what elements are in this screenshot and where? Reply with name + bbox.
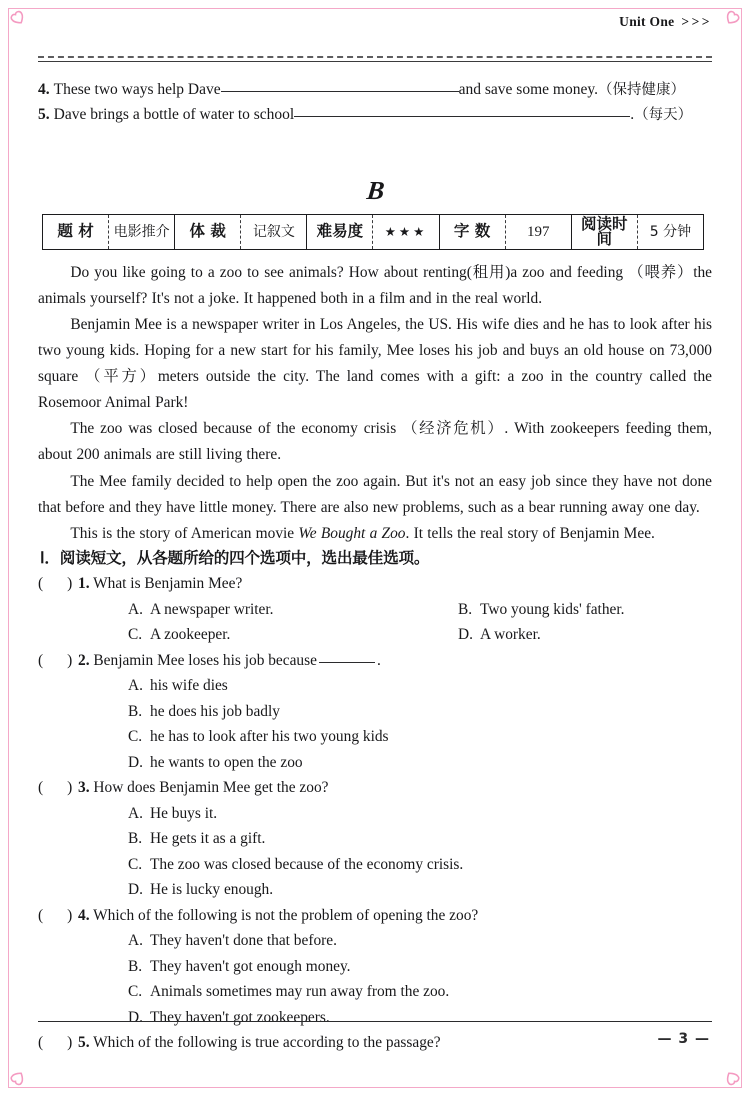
passage-paragraph: The Mee family decided to help open the zoo again. But it's not an easy job since they have not done that before and they have little money. There are also new problems, such as a bear running away one day. xyxy=(38,472,712,516)
item-text-after: and save some money. xyxy=(458,81,598,98)
option-text: he wants to open the zoo xyxy=(150,753,303,771)
option-text: They haven't done that before. xyxy=(150,932,337,949)
question-number: 5. xyxy=(78,1034,90,1051)
table-row xyxy=(43,215,704,250)
question-stem xyxy=(38,1030,712,1056)
option-row xyxy=(38,928,712,954)
info-label-genre-topic: 题 材 xyxy=(57,222,94,241)
passage-info-table xyxy=(42,214,704,250)
option-letter: B. xyxy=(128,957,143,975)
info-value-word-count: 197 xyxy=(505,215,571,250)
answer-blank-input[interactable] xyxy=(221,91,459,92)
answer-bracket-input[interactable]: ( ) xyxy=(38,575,73,592)
header-divider-rule xyxy=(38,56,712,62)
question-block xyxy=(38,571,712,648)
answer-bracket-input[interactable]: ( ) xyxy=(38,779,73,796)
running-head xyxy=(619,14,712,30)
option-text: The zoo was closed because of the economy crisis. xyxy=(150,855,464,873)
option-row xyxy=(38,877,712,903)
option-text: his wife dies xyxy=(150,677,228,694)
question-block xyxy=(38,1030,712,1056)
option-row xyxy=(38,597,712,623)
answer-bracket-input[interactable]: ( ) xyxy=(38,1034,73,1051)
option-a[interactable] xyxy=(128,801,217,827)
heart-ornament-icon xyxy=(721,1067,745,1091)
question-block xyxy=(38,648,712,776)
option-letter: D. xyxy=(458,626,473,643)
info-value-text-type: 记叙文 xyxy=(241,215,307,250)
reading-passage xyxy=(38,260,712,547)
inline-answer-blank[interactable] xyxy=(319,662,375,663)
option-letter: B. xyxy=(128,702,143,720)
option-row xyxy=(38,750,712,776)
passage-paragraph: The zoo was closed because of the economy crisis （经济危机）. With zookeepers feeding them, about 200 animals are still living there. xyxy=(38,420,712,464)
option-text: He buys it. xyxy=(150,804,218,822)
option-letter: D. xyxy=(128,881,143,898)
option-letter: A. xyxy=(128,600,143,618)
option-text: They haven't got enough money. xyxy=(150,957,351,975)
info-label-text-type: 体 裁 xyxy=(175,215,241,250)
option-row xyxy=(38,699,712,725)
option-text: he does his job badly xyxy=(150,702,280,720)
option-list xyxy=(38,928,712,1030)
option-row xyxy=(38,673,712,699)
question-block xyxy=(38,775,712,903)
option-c[interactable] xyxy=(128,979,449,1005)
option-b[interactable] xyxy=(128,954,351,980)
option-letter: B. xyxy=(458,600,473,618)
info-value-genre-topic: 电影推介 xyxy=(109,215,175,250)
heart-ornament-icon xyxy=(6,1067,30,1091)
footer-divider-rule xyxy=(38,1021,712,1022)
option-letter: C. xyxy=(128,983,143,1000)
option-text: A zookeeper. xyxy=(150,626,231,643)
option-row xyxy=(38,954,712,980)
question-number: 2. xyxy=(78,651,90,669)
option-b[interactable] xyxy=(458,597,624,623)
option-d[interactable] xyxy=(128,877,273,903)
final-text-before: This is the story of American movie xyxy=(70,525,299,543)
option-row xyxy=(38,724,712,750)
item-text-before: Dave brings a bottle of water to school xyxy=(53,106,295,123)
question-stem xyxy=(38,903,712,929)
option-text: Two young kids' father. xyxy=(480,600,625,618)
answer-blank-input[interactable] xyxy=(294,116,630,117)
option-text: Animals sometimes may run away from the zoo. xyxy=(150,983,450,1000)
option-list xyxy=(38,801,712,903)
section-letter: B xyxy=(365,176,385,205)
option-text: A worker. xyxy=(480,626,541,643)
passage-paragraph-final xyxy=(38,521,712,547)
info-label-difficulty: 难易度 xyxy=(307,215,373,250)
item-hint: （保持健康） xyxy=(597,82,685,98)
option-text: He gets it as a gift. xyxy=(150,830,266,847)
option-d[interactable] xyxy=(128,1005,330,1031)
question-list xyxy=(38,571,712,1056)
final-text-after: . It tells the real story of Benjamin Mee. xyxy=(405,525,655,543)
page-content xyxy=(38,0,712,1096)
info-label-word-count: 字 数 xyxy=(439,215,505,250)
option-letter: D. xyxy=(128,753,143,771)
instruction-text: ．阅读短文，从各题所给的四个选项中，选出最佳选项。 xyxy=(44,549,430,567)
question-text: How does Benjamin Mee get the zoo? xyxy=(93,779,329,796)
option-letter: C. xyxy=(128,626,143,643)
option-b[interactable] xyxy=(128,699,280,725)
option-row xyxy=(38,826,712,852)
page-number: — 3 — xyxy=(657,1031,710,1047)
option-letter: C. xyxy=(128,728,143,745)
exercise-instruction xyxy=(40,546,712,568)
option-row xyxy=(38,979,712,1005)
option-row xyxy=(38,622,712,648)
info-value-difficulty-stars: ★★★ xyxy=(373,215,439,250)
chevron-right-icon: >>> xyxy=(681,14,712,29)
question-number: 4. xyxy=(78,906,90,924)
option-letter: A. xyxy=(128,804,143,822)
option-text: He is lucky enough. xyxy=(150,881,274,898)
fill-blank-item xyxy=(38,105,712,126)
heart-ornament-icon xyxy=(6,6,30,30)
option-row xyxy=(38,801,712,827)
option-c[interactable] xyxy=(128,724,389,750)
info-value-reading-time: 5 分钟 xyxy=(637,215,703,250)
question-text: Which of the following is true according to the passage? xyxy=(93,1034,441,1051)
answer-bracket-input[interactable]: ( ) xyxy=(38,906,73,924)
movie-title: We Bought a Zoo xyxy=(298,525,406,543)
item-number: 5. xyxy=(38,106,50,123)
question-stem xyxy=(38,775,712,801)
fill-blank-item xyxy=(38,80,712,101)
question-number: 1. xyxy=(78,575,90,592)
question-text-before-blank: Benjamin Mee loses his job because xyxy=(93,651,317,669)
item-number: 4. xyxy=(38,81,50,98)
option-letter: A. xyxy=(128,932,143,949)
option-list xyxy=(38,597,712,648)
option-a[interactable] xyxy=(128,597,458,623)
question-text: What is Benjamin Mee? xyxy=(93,575,243,592)
section-roman-numeral: Ⅰ xyxy=(40,550,45,567)
question-block xyxy=(38,903,712,1031)
option-a[interactable] xyxy=(128,928,337,954)
unit-label: Unit One xyxy=(619,14,675,29)
option-b[interactable] xyxy=(128,826,265,852)
question-stem xyxy=(38,571,712,597)
passage-paragraph: Benjamin Mee is a newspaper writer in Los Angeles, the US. His wife dies and he has to look after his two young kids. Hoping for a new start for his family, Mee loses his job and buys an old house on 73,000 square （平方）meters outside the city. The land comes with a gift: a zoo in the country called the Rosemoor Animal Park! xyxy=(38,316,712,412)
question-text: Which of the following is not the problem of opening the zoo? xyxy=(93,906,479,924)
item-text-before: These two ways help Dave xyxy=(53,81,221,98)
question-stem xyxy=(38,648,712,674)
info-label-reading-time: 阅读时间 xyxy=(571,215,637,250)
option-a[interactable] xyxy=(128,673,228,699)
option-letter: B. xyxy=(128,830,143,847)
question-text-after-blank: . xyxy=(376,651,381,669)
option-letter: D. xyxy=(128,1008,143,1026)
option-letter: A. xyxy=(128,677,143,694)
option-d[interactable] xyxy=(458,622,541,648)
option-list xyxy=(38,673,712,775)
option-letter: C. xyxy=(128,855,143,873)
passage-paragraph: Do you like going to a zoo to see animals? How about renting(租用)a zoo and feeding （喂养）the animals yourself? It's not a joke. It happened both in a film and in the real world. xyxy=(38,264,712,307)
section-mark xyxy=(38,176,712,206)
option-row xyxy=(38,1005,712,1031)
question-number: 3. xyxy=(78,779,90,796)
option-text: he has to look after his two young kids xyxy=(150,728,389,745)
heart-ornament-icon xyxy=(721,6,745,30)
option-text: They haven't got zookeepers. xyxy=(150,1008,330,1026)
answer-bracket-input[interactable]: ( ) xyxy=(38,651,73,669)
item-hint: （每天） xyxy=(634,107,693,123)
option-c[interactable] xyxy=(128,852,463,878)
option-row xyxy=(38,852,712,878)
option-text: A newspaper writer. xyxy=(150,600,274,618)
option-c[interactable] xyxy=(128,622,458,648)
item-text-after: . xyxy=(630,106,635,123)
option-d[interactable] xyxy=(128,750,303,776)
